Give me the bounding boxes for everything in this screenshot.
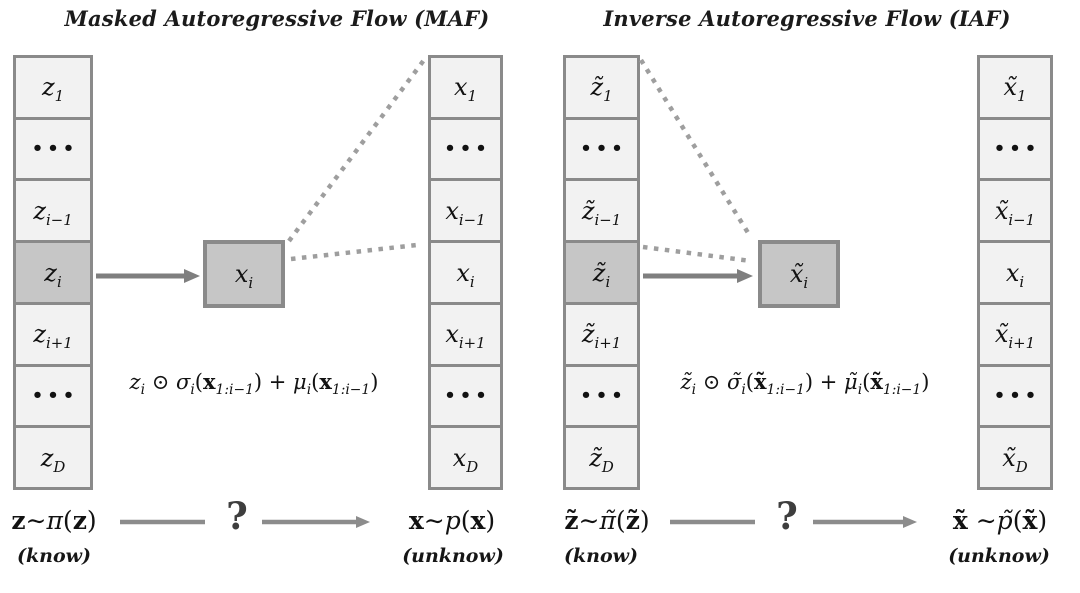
maf-zD-cell <box>16 428 90 487</box>
cell-label <box>576 384 627 406</box>
iaf-target-distribution: x̃ ∼p̃(x̃) <box>952 506 1048 535</box>
iaf-xD-cell <box>980 428 1050 487</box>
cell-subscript: i <box>1019 272 1025 291</box>
maf-z1-cell <box>16 58 90 117</box>
cell-main: z <box>33 196 46 225</box>
maf-title: Masked Autoregressive Flow (MAF) <box>64 6 490 31</box>
cell-label <box>589 443 614 476</box>
cell-label <box>28 140 79 158</box>
cell-main: ••• <box>444 138 491 160</box>
cell-label <box>581 320 622 353</box>
cell-label <box>33 196 73 229</box>
maf-z-ellipsis-cell <box>16 120 90 179</box>
cell-main: z̃ <box>581 196 595 225</box>
cell-label <box>453 73 477 106</box>
cell-subscript: 1 <box>467 87 477 106</box>
cell-subscript: D <box>601 457 614 476</box>
cell-label <box>592 258 611 291</box>
iaf-know-note: (know) <box>564 545 638 567</box>
cell-label <box>234 260 254 292</box>
maf-output-box-highlighted <box>203 240 285 308</box>
cell-subscript: D <box>466 457 479 476</box>
cell-label <box>990 140 1041 158</box>
maf-xi-1-cell <box>431 181 500 240</box>
cell-main: x̃ <box>994 320 1009 349</box>
maf-x-ellipsis-cell-2 <box>431 367 500 426</box>
cell-main: x <box>456 258 470 287</box>
cell-main: x̃ <box>789 260 804 288</box>
maf-zi+1-cell <box>16 305 90 364</box>
cell-subscript: i−1 <box>594 210 622 229</box>
iaf-source-distribution: z̃∼π̃(z̃) <box>564 506 650 535</box>
cell-main: z <box>40 443 54 472</box>
cell-subscript: D <box>1015 457 1028 476</box>
cell-subscript: D <box>53 457 66 476</box>
iaf-z-ellipsis-cell-2 <box>566 367 637 426</box>
maf-dependency-dotted-line-mid-icon <box>291 245 417 259</box>
cell-main: x̃ <box>1003 73 1018 102</box>
cell-label <box>1005 258 1025 291</box>
iaf-xi-1-cell <box>980 181 1050 240</box>
cell-subscript: 1 <box>603 87 613 106</box>
cell-main: ••• <box>993 138 1041 160</box>
cell-subscript: i+1 <box>594 334 622 353</box>
iaf-z-column <box>563 55 640 490</box>
iaf-zi-1-cell <box>566 181 637 240</box>
iaf-zi+1-cell <box>566 305 637 364</box>
cell-main: ••• <box>444 384 491 406</box>
cell-main: x <box>445 320 459 349</box>
cell-main: ••• <box>31 138 79 160</box>
iaf-xi-cell <box>980 243 1050 302</box>
iaf-z1-cell <box>566 58 637 117</box>
cell-main: z̃ <box>590 73 604 102</box>
cell-main: ••• <box>580 138 627 160</box>
cell-subscript: i−1 <box>458 210 486 229</box>
iaf-output-box-highlighted <box>758 240 840 308</box>
cell-label <box>44 258 62 291</box>
cell-main: ••• <box>31 384 79 406</box>
cell-label <box>456 258 475 291</box>
cell-subscript: i+1 <box>458 334 486 353</box>
iaf-x-ellipsis-cell-2 <box>980 367 1050 426</box>
iaf-z-ellipsis-cell <box>566 120 637 179</box>
maf-unknow-note: (unknow) <box>402 545 504 567</box>
cell-subscript: i <box>469 272 475 291</box>
maf-xD-cell <box>431 428 500 487</box>
cell-main: x <box>1005 258 1020 287</box>
cell-main: x <box>452 443 467 472</box>
cell-label <box>789 260 809 292</box>
iaf-dependency-dotted-line-mid-icon <box>643 247 751 261</box>
cell-subscript: i <box>803 273 809 292</box>
cell-label <box>576 140 627 158</box>
iaf-x-ellipsis-cell <box>980 120 1050 179</box>
cell-label <box>581 196 622 229</box>
cell-label <box>990 384 1041 406</box>
cell-subscript: 1 <box>1017 87 1027 106</box>
maf-target-distribution: x∼p(x) <box>408 506 496 535</box>
iaf-x-column <box>977 55 1053 490</box>
maf-dependency-dotted-line-top-icon <box>289 60 424 241</box>
cell-main: x <box>453 73 468 102</box>
cell-main: ••• <box>993 384 1041 406</box>
iaf-formula: $z̃_i$ ⊙ $\sigmã_i(x̃_{1:i-1})$ + $\mũ_i(x̃_{1:i-1})$ <box>680 369 930 399</box>
maf-x1-cell <box>431 58 500 117</box>
cell-main: z <box>44 258 57 287</box>
iaf-dependency-dotted-line-top-icon <box>641 60 750 236</box>
cell-main: ••• <box>580 384 627 406</box>
maf-z-column <box>13 55 93 490</box>
cell-main: z <box>41 73 55 102</box>
cell-main: z̃ <box>589 443 602 472</box>
cell-label <box>28 384 79 406</box>
cell-subscript: i <box>248 273 254 292</box>
cell-label <box>1002 443 1028 476</box>
cell-subscript: i+1 <box>1008 334 1036 353</box>
cell-label <box>1003 73 1027 106</box>
cell-main: x̃ <box>1002 443 1016 472</box>
maf-source-distribution: z∼π(z) <box>11 506 97 535</box>
maf-zi-1-cell <box>16 181 90 240</box>
maf-x-column <box>428 55 503 490</box>
cell-subscript: i <box>56 272 62 291</box>
cell-subscript: i−1 <box>45 210 73 229</box>
cell-main: x̃ <box>994 196 1009 225</box>
cell-label <box>440 384 491 406</box>
iaf-xi+1-cell <box>980 305 1050 364</box>
cell-main: z <box>33 320 46 349</box>
maf-x-ellipsis-cell <box>431 120 500 179</box>
iaf-zi-cell-highlighted <box>566 243 637 302</box>
maf-xi+1-cell <box>431 305 500 364</box>
maf-know-note: (know) <box>17 545 91 567</box>
iaf-zD-cell <box>566 428 637 487</box>
cell-main: x <box>445 196 459 225</box>
maf-formula: $z_i$ ⊙ $\sigma_i(x_{1:i-1}) + \mu_i(x_{1:i-1})$ <box>129 369 379 399</box>
maf-z-ellipsis-cell-2 <box>16 367 90 426</box>
cell-subscript: i+1 <box>45 334 73 353</box>
cell-label <box>440 140 491 158</box>
cell-label <box>445 196 486 229</box>
iaf-unknow-note: (unknow) <box>948 545 1050 567</box>
iaf-title: Inverse Autoregressive Flow (IAF) <box>603 6 1011 31</box>
cell-label <box>994 320 1036 353</box>
iaf-x1-cell <box>980 58 1050 117</box>
cell-label <box>445 320 486 353</box>
maf-zi-cell-highlighted <box>16 243 90 302</box>
cell-label <box>40 443 66 476</box>
cell-main: x <box>234 260 249 288</box>
cell-subscript: i−1 <box>1008 210 1036 229</box>
cell-subscript: 1 <box>54 87 65 106</box>
cell-subscript: i <box>605 272 611 291</box>
maf-question-mark: ? <box>226 494 248 538</box>
cell-label <box>590 73 613 106</box>
cell-main: z̃ <box>581 320 595 349</box>
iaf-question-mark: ? <box>776 494 798 538</box>
cell-label <box>994 196 1036 229</box>
cell-label <box>33 320 73 353</box>
cell-label <box>41 73 65 106</box>
cell-main: z̃ <box>592 258 606 287</box>
maf-xi-cell <box>431 243 500 302</box>
cell-label <box>452 443 479 476</box>
